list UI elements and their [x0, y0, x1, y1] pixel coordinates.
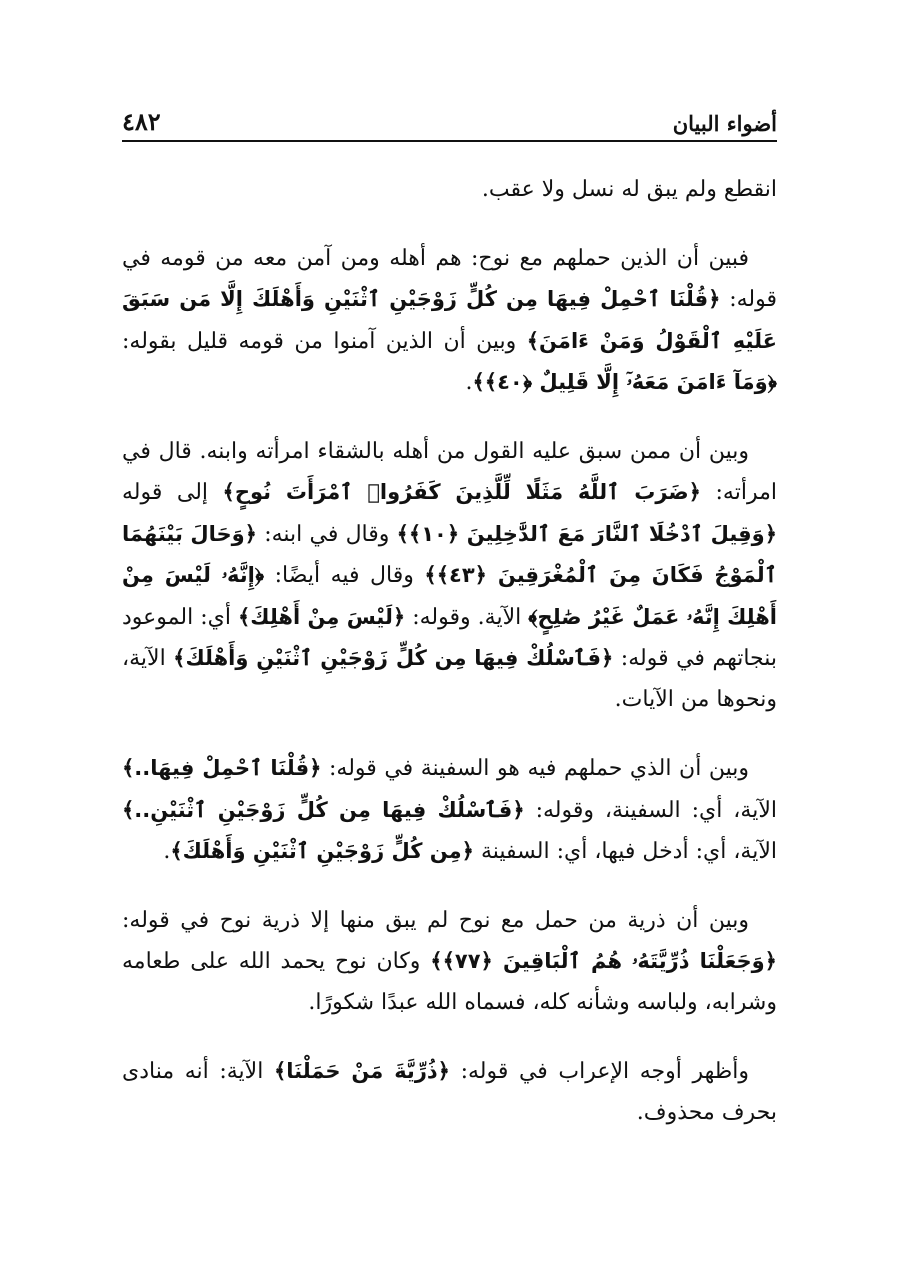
text-run: الآية، أي: أدخل فيها، أي: السفينة: [473, 839, 777, 864]
text-run: الآية. وقوله:: [405, 604, 529, 630]
text-run: أي: الموعود بنجاتهم في قوله:: [122, 604, 777, 671]
quran-verse: ﴿ضَرَبَ ٱللَّهُ مَثَلًا لِّلَّذِينَ كَفَرُوا۟ ٱمْرَأَتَ نُوحٍ﴾: [222, 480, 701, 504]
text-run: وقال في ابنه:: [257, 521, 397, 547]
text-run: وبين أن الذي حملهم فيه هو السفينة في قوله:: [321, 756, 749, 781]
text-run: وبين أن الذين آمنوا من قومه قليل بقوله:: [122, 328, 527, 354]
paragraph: [122, 432, 777, 721]
book-title: أضواء البيان: [672, 111, 777, 136]
text-run: الآية، ونحوها من الآيات.: [122, 646, 777, 712]
paragraph: [122, 1051, 777, 1133]
quran-verse: ﴿لَيْسَ مِنْ أَهْلِكَ﴾: [237, 604, 406, 629]
paragraph: [122, 901, 777, 1024]
text-run: وكان نوح يحمد الله على طعامه وشرابه، ولباسه وشأنه كله، فسماه الله عبدًا شكورًا.: [122, 949, 777, 1015]
quran-verse: ﴿إِنَّهُۥ لَيْسَ مِنْ أَهْلِكَ إِنَّهُۥ عَمَلٌ غَيْرُ صَٰلِحٍ﴾: [122, 563, 778, 629]
text-run: .: [163, 839, 171, 864]
quran-verse: ﴿فَٱسْلُكْ فِيهَا مِن كُلٍّ زَوْجَيْنِ ٱثْنَيْنِ وَأَهْلَكَ﴾: [173, 646, 614, 670]
quran-verse: ﴿وَحَالَ بَيْنَهُمَا ٱلْمَوْجُ فَكَانَ مِنَ ٱلْمُغْرَقِينَ ﴿٤٣﴾﴾: [122, 521, 777, 587]
quran-verse: ﴿وَجَعَلْنَا ذُرِّيَّتَهُۥ هُمُ ٱلْبَاقِينَ ﴿٧٧﴾﴾: [430, 949, 777, 973]
paragraph: [122, 239, 777, 404]
text-run: فبين أن الذين حملهم مع نوح: هم أهله ومن آمن معه من قومه في قوله:: [122, 245, 777, 312]
quran-verse: ﴿وَقِيلَ ٱدْخُلَا ٱلنَّارَ مَعَ ٱلدَّٰخِلِينَ ﴿١٠﴾﴾: [396, 521, 777, 546]
text-run: وقال فيه أيضًا:: [264, 563, 425, 588]
text-run: وأظهر أوجه الإعراب في قوله:: [450, 1059, 749, 1084]
running-header: [122, 100, 777, 142]
quran-verse: ﴿ذُرِّيَّةَ مَنْ حَمَلْنَا﴾: [273, 1059, 450, 1083]
text-run: .: [465, 370, 473, 395]
text-run: انقطع ولم يبق له نسل ولا عقب.: [481, 177, 777, 202]
text-run: وبين أن ممن سبق عليه القول من أهله بالشقاء امرأته وابنه. قال في امرأته:: [122, 438, 777, 505]
page-number: ٤٨٢: [122, 107, 161, 136]
body-text: [122, 170, 777, 1133]
text-run: الآية، أي: السفينة، وقوله:: [524, 797, 777, 823]
quran-verse: ﴿مِن كُلٍّ زَوْجَيْنِ ٱثْنَيْنِ وَأَهْلَكَ﴾: [170, 839, 474, 863]
text-run: إلى قوله: [122, 480, 223, 505]
quran-verse: ﴿قُلْنَا ٱحْمِلْ فِيهَا مِن كُلٍّ زَوْجَيْنِ ٱثْنَيْنِ وَأَهْلَكَ إِلَّا مَن سَبَقَ عَلَيْهِ ٱلْقَوْلُ وَمَنْ ءَامَنَ﴾: [122, 287, 777, 353]
text-run: الآية: أنه منادى بحرف محذوف.: [122, 1059, 777, 1125]
quran-verse: ﴿قُلْنَا ٱحْمِلْ فِيهَا..﴾: [122, 756, 322, 780]
quran-verse: ﴿وَمَآ ءَامَنَ مَعَهُۥٓ إِلَّا قَلِيلٌ ﴿٤٠﴾﴾: [472, 370, 777, 394]
paragraph: [122, 748, 777, 873]
paragraph: [122, 170, 777, 211]
text-run: وبين أن ذرية من حمل مع نوح لم يبق منها إلا ذرية نوح في قوله:: [122, 907, 749, 933]
book-page: [122, 100, 777, 1161]
quran-verse: ﴿فَٱسْلُكْ فِيهَا مِن كُلٍّ زَوْجَيْنِ ٱثْنَيْنِ..﴾: [122, 797, 525, 822]
